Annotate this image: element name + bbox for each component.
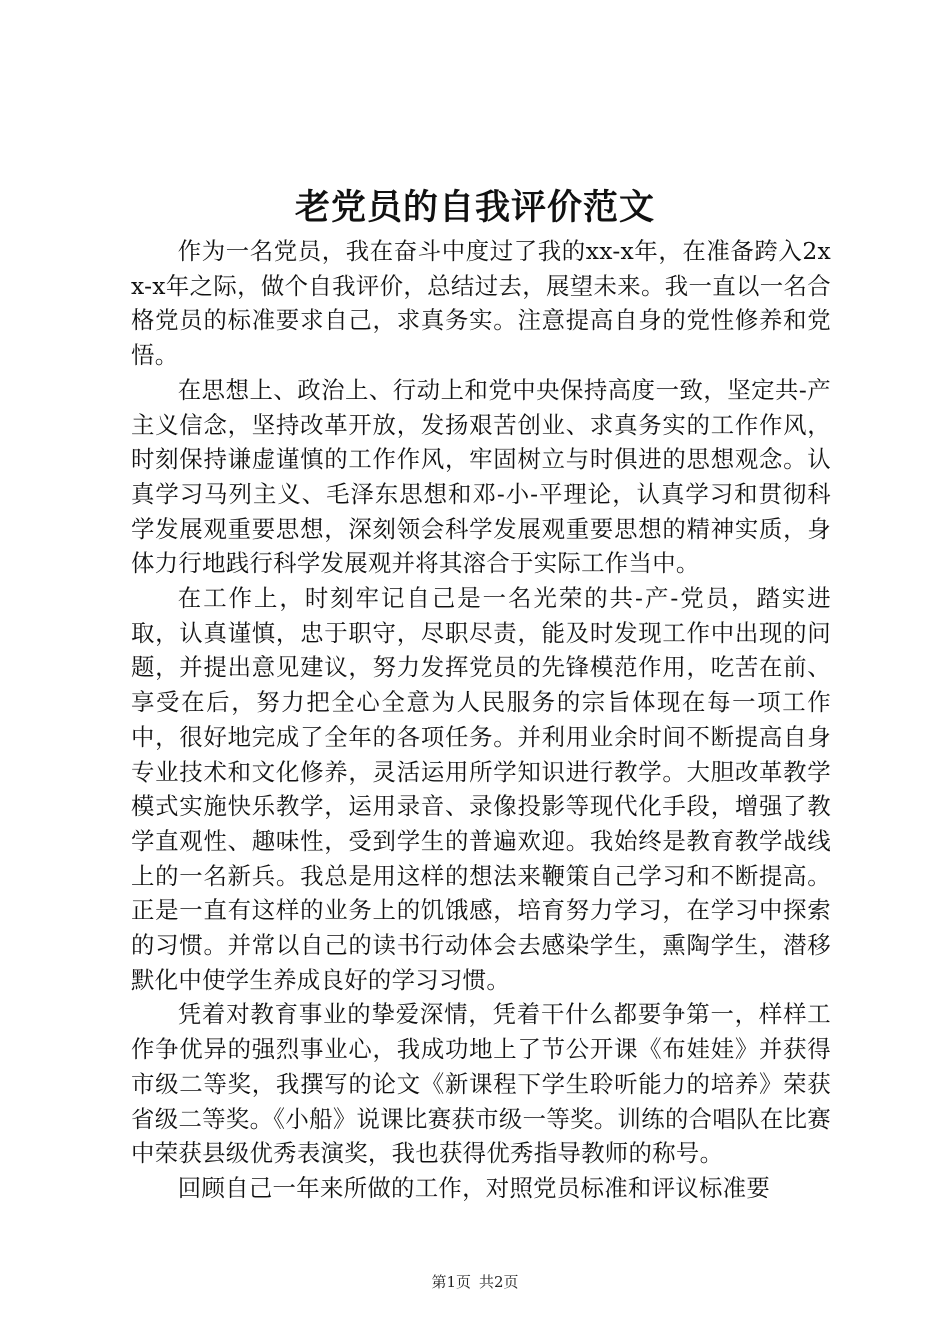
total-pages: 共2页 (479, 1273, 519, 1291)
document-title: 老党员的自我评价范文 (294, 187, 655, 228)
page-footer (0, 1272, 950, 1292)
paragraph-4: 凭着对教育事业的挚爱深情，凭着干什么都要争第一，样样工作争优异的强烈事业心，我成功地上了节公开课《布娃娃》并获得市级二等奖，我撰写的论文《新课程下学生聆听能力的培养》荣获省级二等奖。《小船》说课比赛获市级一等奖。训练的合唱队在比赛中荣获县级优秀表演奖，我也获得优秀指导教师的称号。 (131, 1000, 831, 1168)
document-body (131, 234, 831, 1206)
paragraph-3: 在工作上，时刻牢记自己是一名光荣的共-产-党员，踏实进取，认真谨慎，忠于职守，尽职尽责，能及时发现工作中出现的问题，并提出意见建议，努力发挥党员的先锋模范作用，吃苦在前、享受在后，努力把全心全意为人民服务的宗旨体现在每一项工作中，很好地完成了全年的各项任务。并利用业余时间不断提高自身专业技术和文化修养，灵活运用所学知识进行教学。大胆改革教学模式实施快乐教学，运用录音、录像投影等现代化手段，增强了教学直观性、趣味性，受到学生的普遍欢迎。我始终是教育教学战线上的一名新兵。我总是用这样的想法来鞭策自己学习和不断提高。正是一直有这样的业务上的饥饿感，培育努力学习，在学习中探索的习惯。并常以自己的读书行动体会去感染学生，熏陶学生，潜移默化中使学生养成良好的学习习惯。 (131, 584, 831, 994)
paragraph-5: 回顾自己一年来所做的工作，对照党员标准和评议标准要 (177, 1173, 771, 1202)
paragraph-1: 作为一名党员，我在奋斗中度过了我的xx-x年，在准备跨入2xx-x年之际，做个自我评价，总结过去，展望未来。我一直以一名合格党员的标准要求自己，求真务实。注意提高自身的党性修养和党悟。 (131, 237, 831, 370)
paragraph-2: 在思想上、政治上、行动上和党中央保持高度一致，坚定共-产主义信念，坚持改革开放，发扬艰苦创业、求真务实的工作作风，时刻保持谦虚谨慎的工作作风，牢固树立与时俱进的思想观念。认真学习马列主义、毛泽东思想和邓-小-平理论，认真学习和贯彻科学发展观重要思想，深刻领会科学发展观重要思想的精神实质，身体力行地践行科学发展观并将其溶合于实际工作当中。 (131, 375, 831, 578)
page-number: 第1页 (431, 1273, 471, 1291)
